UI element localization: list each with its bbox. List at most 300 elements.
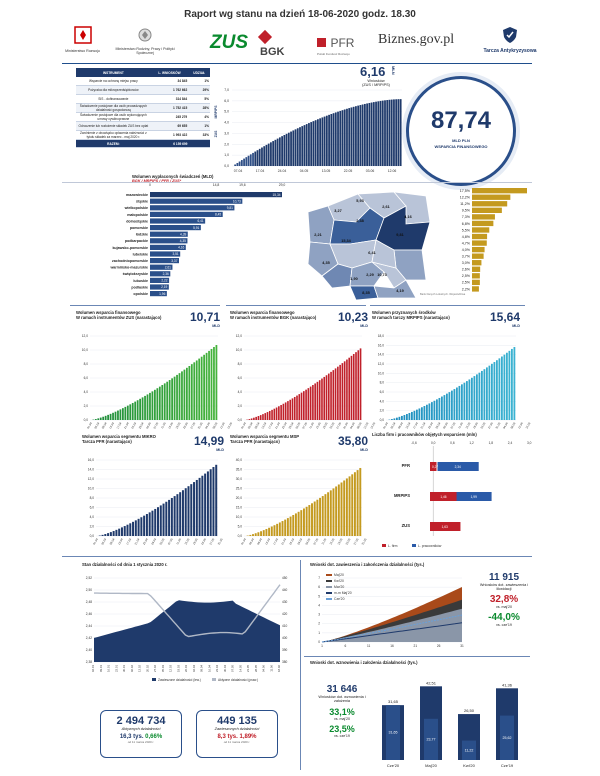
- legend-swatch: [326, 574, 332, 576]
- bar: [344, 361, 346, 420]
- x-tick-label: 21: [413, 644, 418, 648]
- data-label: 2,19: [161, 285, 168, 290]
- panel-unit: MLD: [360, 448, 368, 452]
- bar: [472, 208, 502, 213]
- data-label: 2,61: [164, 265, 171, 270]
- bar: [186, 368, 188, 420]
- x-tick-label: 27.05: [352, 537, 360, 546]
- x-tick-label: 07.04: [233, 169, 243, 173]
- bar: [268, 528, 270, 536]
- x-tick-label: 15.05: [328, 537, 336, 546]
- region-value-label: 4,19: [396, 289, 404, 293]
- data-label: 5,5%: [461, 228, 470, 233]
- tick-label: 2,42: [85, 636, 92, 640]
- x-tick-label: 09.04: [396, 421, 404, 430]
- bar: [354, 472, 356, 536]
- bar: [373, 102, 375, 166]
- legend-label: Cze'20: [334, 597, 345, 601]
- table-cell: 29%: [188, 86, 210, 95]
- x-tick-label: 31.05: [494, 421, 502, 430]
- x-tick-label: 04.06: [501, 421, 509, 430]
- x-tick-label: 21.04: [133, 537, 141, 546]
- category-label: opolskie: [133, 292, 148, 296]
- bar: [248, 156, 250, 166]
- x-tick-label: 11.05: [308, 421, 315, 430]
- kpi-unit: MLD PLN: [452, 138, 470, 143]
- applications-unit: MLN: [391, 66, 396, 75]
- bar: [139, 399, 141, 420]
- x-tick-label: 25.04: [280, 421, 288, 430]
- bar: [169, 380, 171, 420]
- bar: [380, 101, 382, 166]
- axis-label: 450: [282, 576, 288, 580]
- x-tick-label: 01.04: [239, 421, 247, 430]
- table-cell: Pożyczka dla mikroprzedsiębiorców: [76, 86, 151, 95]
- bar: [264, 413, 266, 420]
- panel-value: 35,80: [337, 434, 368, 448]
- panel-title: Liczba firm i pracowników objętych wsparciem (mln): [372, 432, 477, 437]
- bar: [472, 201, 507, 206]
- active-box: [100, 710, 182, 758]
- bar: [292, 515, 294, 536]
- legend-label: Mar'20: [334, 585, 345, 589]
- closures-delta2-note: vs. cze'19: [496, 623, 512, 627]
- applications-value: 6,16: [360, 64, 386, 79]
- data-label: 42,51: [425, 680, 437, 686]
- tick-label: 8,0: [83, 362, 88, 366]
- region-value-label: 9,81: [396, 233, 404, 237]
- suspended-box: [196, 710, 278, 758]
- panel-unit: MLD: [360, 324, 368, 328]
- bar: [506, 353, 508, 420]
- bar: [472, 254, 484, 259]
- pfr-sub-label: Polski Fundusz Rozwoju: [317, 52, 350, 56]
- bar: [514, 347, 516, 420]
- x-tick-label: 07.05: [152, 421, 160, 430]
- table-cell: 4%: [188, 113, 210, 122]
- bar: [400, 99, 402, 166]
- bar: [154, 390, 156, 420]
- bar: [107, 533, 109, 536]
- bar: [298, 512, 300, 536]
- x-tick-label: 19.05: [191, 537, 199, 546]
- bar: [472, 188, 527, 193]
- tick-label: 12,0: [377, 362, 384, 366]
- bar: [349, 476, 351, 536]
- bar: [327, 492, 329, 536]
- bar: [150, 192, 282, 197]
- bar: [333, 488, 335, 536]
- axis-label: 14,8: [212, 183, 220, 187]
- bar: [429, 403, 431, 420]
- x-tick-label: 07.05: [230, 665, 235, 672]
- suspended-delta-a: 8,3 tys.: [217, 734, 238, 740]
- bar: [193, 482, 195, 536]
- bar: [252, 153, 254, 166]
- tick-label: 2,40: [85, 648, 92, 652]
- bar: [355, 106, 357, 166]
- bar: [259, 149, 261, 166]
- table-cell: 1 752 415: [151, 104, 188, 113]
- tick-label: 4: [318, 603, 320, 608]
- data-label: 2,36: [162, 272, 169, 276]
- bar: [324, 117, 326, 166]
- bar: [295, 129, 297, 166]
- x-tick-label: 19.03: [176, 665, 181, 672]
- axis-label: 430: [282, 600, 288, 604]
- x-tick-label: 09.04: [199, 665, 204, 672]
- x-tick-label: 09.01: [98, 665, 103, 672]
- bar: [389, 100, 391, 166]
- x-tick-label: 19.05: [321, 421, 329, 430]
- x-tick-label: 23.05: [200, 537, 208, 546]
- msp-chart: [230, 456, 366, 552]
- bar: [499, 358, 501, 420]
- panel-value: 14,99: [193, 434, 224, 448]
- x-tick-label: 03.05: [304, 537, 312, 546]
- bar: [398, 99, 400, 166]
- closures-title: Wnioski dot. zawieszenia i zakończenia działalności (tys.): [310, 562, 425, 567]
- tick-label: 0,0: [224, 164, 229, 168]
- x-tick-label: 17.04: [267, 421, 275, 430]
- bar: [479, 373, 481, 420]
- bar: [330, 114, 332, 166]
- panel-subtitle: Tarcza PFR (narastająco): [82, 439, 132, 444]
- bar: [129, 523, 131, 536]
- bar: [328, 115, 330, 166]
- bar: [391, 100, 393, 166]
- x-tick-label: 09.04: [108, 537, 116, 546]
- axis-label: 1,2: [469, 441, 474, 445]
- bar: [328, 374, 330, 420]
- bar: [298, 394, 300, 420]
- table-cell: Wsparcie na ochronę miejsc pracy: [76, 77, 151, 86]
- bar: [359, 468, 361, 536]
- bar: [279, 137, 281, 166]
- bar: [121, 527, 123, 536]
- bar: [110, 414, 112, 420]
- category-label: Maj'20: [425, 763, 437, 768]
- bar: [330, 372, 332, 420]
- bar: [456, 388, 458, 420]
- bar: [357, 350, 359, 420]
- panel-unit: MLD: [212, 324, 220, 328]
- bar: [270, 142, 272, 166]
- x-tick-label: 11.06: [269, 665, 274, 672]
- bar: [168, 500, 170, 536]
- openings-panel: [304, 660, 534, 772]
- bar: [274, 409, 276, 420]
- bar: [150, 199, 242, 204]
- panel-value: 10,71: [189, 310, 220, 324]
- instruments-table: [76, 68, 210, 148]
- bar: [253, 418, 255, 420]
- legend-label: Kwi'20: [334, 579, 344, 583]
- bar: [122, 408, 124, 420]
- x-tick-label: 19.05: [471, 421, 479, 430]
- x-tick-label: 31.05: [360, 537, 368, 546]
- voivodeship-region: [308, 206, 334, 244]
- bar: [137, 400, 139, 420]
- x-tick-label: 09.04: [255, 537, 263, 546]
- x-tick-label: 27.05: [335, 421, 343, 430]
- tick-label: 1: [318, 630, 320, 635]
- bar: [236, 163, 238, 166]
- tick-label: 2,38: [85, 660, 92, 664]
- bar: [393, 99, 395, 166]
- bar: [346, 109, 348, 166]
- bar: [292, 130, 294, 166]
- bar: [142, 397, 144, 420]
- x-tick-label: 16.06: [524, 421, 532, 430]
- bar: [284, 520, 286, 536]
- report-title: Raport wg stanu na dzień 18-06-2020 godz. 18.30: [184, 9, 416, 20]
- bar: [339, 111, 341, 166]
- x-tick-label: 12.06: [516, 421, 524, 430]
- bar: [303, 391, 305, 420]
- bar: [290, 132, 292, 166]
- x-tick-label: 01.04: [239, 537, 247, 546]
- active-delta-a: 16,3 tys.: [119, 734, 144, 740]
- table-row: [76, 113, 210, 122]
- tick-label: 35,0: [235, 467, 242, 472]
- bar: [297, 128, 299, 166]
- bar: [152, 391, 154, 420]
- bar: [308, 505, 310, 536]
- bar: [474, 376, 476, 420]
- closures-value: 11 915: [488, 572, 520, 583]
- bar: [159, 387, 161, 420]
- bar: [313, 121, 315, 166]
- data-label: 9,5%: [461, 208, 470, 213]
- tick-label: 5: [318, 594, 320, 599]
- bar: [360, 105, 362, 166]
- region-value-label: 2,61: [382, 205, 390, 209]
- share-chart: [450, 186, 530, 302]
- panel-msp: [230, 434, 370, 550]
- bar: [156, 388, 158, 420]
- bar: [207, 471, 209, 536]
- bar: [188, 366, 190, 420]
- tick-label: 20,0: [235, 496, 242, 500]
- bar: [337, 367, 339, 420]
- table-cell: 314 844: [151, 95, 188, 104]
- bar: [335, 368, 337, 420]
- bar: [132, 403, 134, 420]
- x-tick-label: 29.04: [150, 537, 158, 546]
- tick-label: 0: [318, 640, 320, 644]
- bar: [115, 530, 117, 536]
- tick-label: 5,0: [224, 109, 229, 114]
- x-tick-label: 15.05: [167, 421, 175, 430]
- bar: [321, 117, 323, 166]
- bar: [252, 534, 254, 536]
- tick-label: 4,0: [83, 390, 88, 394]
- openings-label: Wniosków dot. wznowienia i założenia: [318, 695, 366, 703]
- ministry-logo: [60, 26, 105, 53]
- pfr-label: PFR: [330, 35, 355, 50]
- category-label: wielkopolskie: [124, 206, 148, 211]
- table-cell: 5%: [188, 95, 210, 104]
- tick-label: 2,0: [224, 142, 229, 147]
- bar: [446, 394, 448, 420]
- closures-label: Wniosków dot. zawieszenia i likwidacji: [479, 583, 529, 591]
- panel-unit: MLD: [512, 324, 520, 328]
- bar: [306, 507, 308, 536]
- bar: [451, 391, 453, 420]
- x-tick-label: 05.04: [93, 421, 101, 430]
- x-tick-label: 03.05: [158, 537, 166, 546]
- bar: [317, 119, 319, 166]
- data-label: 8,45: [214, 212, 222, 217]
- x-tick-label: 27.05: [189, 421, 197, 430]
- tick-label: 16,0: [87, 458, 94, 462]
- suspended-note: od 11 marca 2020 r.: [223, 740, 251, 744]
- bar: [364, 104, 366, 166]
- table-cell: Odroczenie lub rozłożenie składek ZUS bez opłat: [76, 122, 151, 131]
- x-tick-label: 07.05: [449, 421, 457, 430]
- tick-label: 10,0: [377, 371, 384, 376]
- axis-label: 1,8: [488, 441, 494, 445]
- x-tick-label: 29.04: [296, 537, 304, 546]
- x-tick-label: 05.04: [389, 421, 397, 430]
- mrpips-chart: [372, 332, 532, 436]
- x-tick-label: 30.04: [222, 665, 227, 672]
- closures-delta2: -44,0%: [488, 612, 520, 623]
- zus-chart: [76, 332, 234, 436]
- region-value-label: 2,38: [356, 219, 364, 223]
- bar: [171, 378, 173, 420]
- category-label: lubelskie: [132, 252, 148, 257]
- tick-label: 7,0: [224, 88, 229, 92]
- axis-label: 420: [282, 612, 288, 616]
- tick-label: 10,0: [235, 348, 242, 352]
- x-tick-label: 25.04: [141, 537, 149, 546]
- x-tick-label: 15.05: [464, 421, 472, 430]
- x-tick-label: 11.05: [457, 421, 464, 430]
- tick-label: 6,0: [224, 98, 229, 103]
- eagle-emblem-icon: [138, 28, 152, 42]
- x-tick-label: 08.06: [355, 421, 363, 430]
- bar: [269, 411, 271, 420]
- data-label: 2,5%: [461, 274, 470, 279]
- closures-delta1-note: vs. maj'20: [495, 605, 513, 609]
- bar: [112, 413, 114, 420]
- tick-label: 25,0: [235, 486, 242, 491]
- table-row: [76, 122, 210, 131]
- tick-label: 4,0: [379, 399, 384, 404]
- x-tick-label: 23.01: [114, 665, 119, 672]
- bar: [97, 418, 99, 420]
- active-delta-b: 0,66%: [145, 734, 163, 740]
- data-label: 4,7%: [461, 241, 470, 246]
- bar: [289, 400, 291, 420]
- x-tick-label: 04.05: [299, 169, 309, 173]
- axis-label: -0,6: [411, 441, 417, 445]
- header-divider: [62, 63, 532, 64]
- table-header: UDZIAŁ: [188, 68, 210, 77]
- table-header: L. WNIOSKÓW: [151, 68, 188, 77]
- category-label: podkarpackie: [124, 239, 148, 244]
- panel-value: 15,64: [489, 310, 520, 324]
- x-tick-label: 09.04: [100, 421, 108, 430]
- tick-label: 18,0: [377, 334, 384, 338]
- bar: [263, 530, 265, 536]
- category-label: podlaskie: [131, 285, 148, 290]
- poland-map: [298, 184, 440, 302]
- x-tick-label: 31.05: [196, 421, 204, 430]
- bar: [140, 517, 142, 536]
- x-tick-label: 01.04: [91, 537, 99, 546]
- x-tick-label: 12.06: [387, 169, 397, 173]
- bar: [184, 370, 186, 420]
- tick-label: 10,0: [87, 486, 94, 491]
- x-tick-label: 16.06: [226, 421, 234, 430]
- table-cell: 1 993 422: [151, 131, 188, 140]
- x-tick-label: 02.01: [91, 665, 95, 672]
- bar: [150, 205, 234, 210]
- x-tick-label: 05.03: [160, 665, 165, 672]
- bar: [110, 532, 112, 536]
- bar: [314, 383, 316, 420]
- bar: [150, 212, 223, 217]
- panel-subtitle: W ramach instrumentów BGK (narastająco): [230, 315, 317, 320]
- x-tick-label: 01.04: [381, 421, 389, 430]
- axis-label: 3,0: [526, 441, 532, 445]
- bar: [280, 405, 282, 420]
- active-value: 2 494 734: [116, 715, 166, 727]
- panel-subtitle: Tarcza PFR (narastająco): [230, 439, 280, 444]
- bar: [166, 382, 168, 420]
- x-tick-label: 22.05: [343, 169, 353, 173]
- bar: [249, 419, 251, 420]
- data-label: 2,22: [161, 278, 168, 283]
- openings-delta2: 23,5%: [329, 724, 355, 734]
- tick-label: 1,0: [224, 153, 229, 158]
- bar: [176, 375, 178, 420]
- tick-label: 12,0: [87, 477, 94, 481]
- tick-label: 8,0: [89, 496, 94, 500]
- bar: [283, 404, 285, 420]
- axis-label: 29,0: [278, 183, 286, 187]
- bar: [396, 418, 398, 420]
- data-label: 9,81: [226, 206, 233, 210]
- x-tick-label: 23.05: [181, 421, 189, 430]
- axis-label: 410: [282, 624, 288, 628]
- bar: [120, 409, 122, 420]
- bar: [469, 379, 471, 420]
- x-tick-label: 04.06: [261, 665, 266, 672]
- x-tick-label: 14.05: [238, 665, 243, 672]
- table-cell: 28%: [188, 104, 210, 113]
- tick-label: 0,0: [89, 534, 94, 538]
- legend-swatch: [326, 580, 332, 582]
- data-label: 23,77: [426, 737, 436, 742]
- suspended-area: [94, 600, 280, 662]
- bar: [466, 381, 468, 420]
- x-tick-label: 1: [321, 644, 323, 648]
- tick-label: 4,0: [89, 515, 94, 519]
- x-tick-label: 16.01: [106, 665, 111, 672]
- x-tick-label: 30.01: [122, 665, 126, 672]
- bar: [176, 494, 178, 536]
- bar: [129, 404, 131, 420]
- bar: [211, 349, 213, 420]
- panel-title: Wolumen wsparcia segmentu MSP: [230, 434, 300, 439]
- bar: [201, 476, 203, 536]
- x-tick-label: 16.06: [369, 421, 377, 430]
- axis-label: 390: [282, 648, 288, 652]
